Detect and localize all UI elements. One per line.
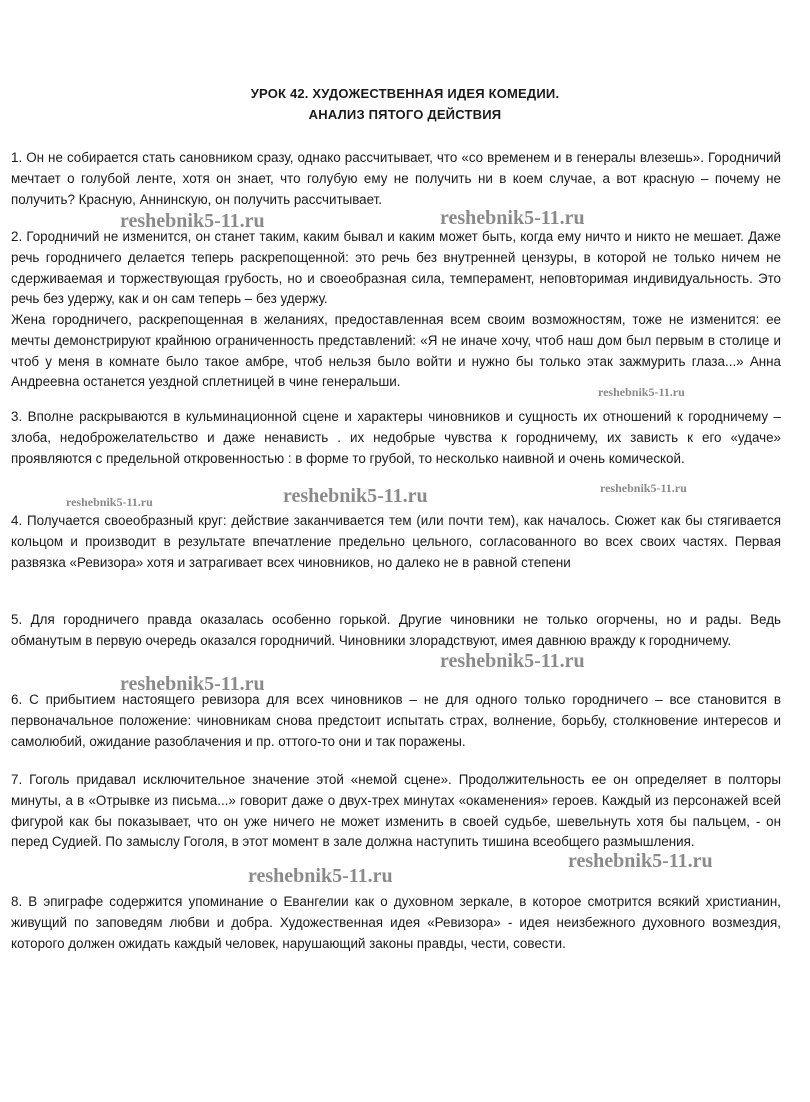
paragraph-2: 2. Городничий не изменится, он станет таким, каким бывал и каким может быть, когда ему ничто и никто не мешает. Даже речь городничего делается теперь раскрепощенной: это речь без внутренней цензуры, в которой не только ничем не сдерживаемая и торжествующая грубость, но и своеобразная сила, темперамент, неповторимая индивидуальность. Это речь без удержу, как и он сам теперь – без удержу. [11, 229, 781, 307]
paragraph-1: 1. Он не собирается стать сановником сразу, однако рассчитывает, что «со временем и в генералы влезешь». Городничий мечтает о голубой ленте, хотя он знает, что голубую ему не получить ни в коем случае, а вот красную – почему не получить? Красную, Аннинскую, он получить рассчитывает. [11, 150, 781, 207]
lesson-title: УРОК 42. ХУДОЖЕСТВЕННАЯ ИДЕЯ КОМЕДИИ. [250, 86, 560, 101]
lesson-subtitle: АНАЛИЗ ПЯТОГО ДЕЙСТВИЯ [308, 107, 502, 122]
paragraph-3: 3. Вполне раскрываются в кульминационной сцене и характеры чиновников и сущность их отношений к городничему – злоба, недоброжелательство и даже ненависть . их недобрые чувства к городничему, их зависть к его «удаче» проявляются с предельной откровенностью : в форме то грубой, то несколько наивной и очень комической. [11, 409, 781, 466]
watermark: reshebnik5-11.ru [120, 673, 265, 695]
watermark: reshebnik5-11.ru [440, 650, 585, 672]
watermark: reshebnik5-11.ru [248, 865, 393, 887]
paragraph-4: 4. Получается своеобразный круг: действие заканчивается тем (или почти тем), как началось. Сюжет как бы стягивается кольцом и производит в результате впечатление предельно цельного, согласованного во всех своих частях. Первая развязка «Ревизора» хотя и затрагивает всех чиновников, но далеко не в равной степени [11, 513, 781, 570]
watermark: reshebnik5-11.ru [283, 485, 428, 507]
watermark: reshebnik5-11.ru [440, 207, 585, 229]
paragraph-8: 8. В эпиграфе содержится упоминание о Евангелии как о духовном зеркале, в которое смотрится всякий христианин, живущий по заповедям любви и добра. Художественная идея «Ревизора» - идея неизбежного духовного возмездия, которого должен ожидать каждый человек, нарушающий законы правды, чести, совести. [11, 894, 781, 951]
paragraph-5: 5. Для городничего правда оказалась особенно горькой. Другие чиновники не только огорчены, но и рады. Ведь обманутым в первую очередь оказался городничий. Чиновники злорадствуют, имея давнюю вражду к городничему. [11, 612, 781, 648]
paragraph-6: 6. С прибытием настоящего ревизора для всех чиновников – не для одного только городничего – все становится в первоначальное положение: чиновникам снова предстоит испытать страх, волнение, борьбу, столкновение интересов и самолюбий, ожидание разоблачения и пр. оттого-то они и так поражены. [11, 692, 781, 749]
watermark: reshebnik5-11.ru [600, 481, 687, 495]
watermark: reshebnik5-11.ru [568, 850, 713, 872]
paragraph-2-continued: Жена городничего, раскрепощенная в желаниях, предоставленная всем своим возможностям, тоже не изменится: ее мечты демонстрируют крайнюю ограниченность представлений: «Я не иначе хочу, чтоб наш дом был первым в столице и чтоб у меня в комнате было такое амбре, чтоб нельзя было войти и нужно бы только этак зажмурить глаза...» Анна Андреевна останется уездной сплетницей в чине генеральши. [11, 312, 781, 390]
watermark: reshebnik5-11.ru [66, 495, 153, 509]
paragraph-7: 7. Гоголь придавал исключительное значение этой «немой сцене». Продолжительность ее он определяет в полторы минуты, а в «Отрывке из письма...» говорит даже о двух-трех минутах «окаменения» героев. Каждый из персонажей всей фигурой как бы показывает, что он уже ничего не может изменить в своей судьбе, шевельнуть хотя бы пальцем, - он перед Судией. По замыслу Гоголя, в этот момент в зале должна наступить тишина всеобщего размышления. [11, 772, 781, 850]
watermark: reshebnik5-11.ru [120, 210, 265, 232]
watermark: reshebnik5-11.ru [598, 385, 685, 399]
